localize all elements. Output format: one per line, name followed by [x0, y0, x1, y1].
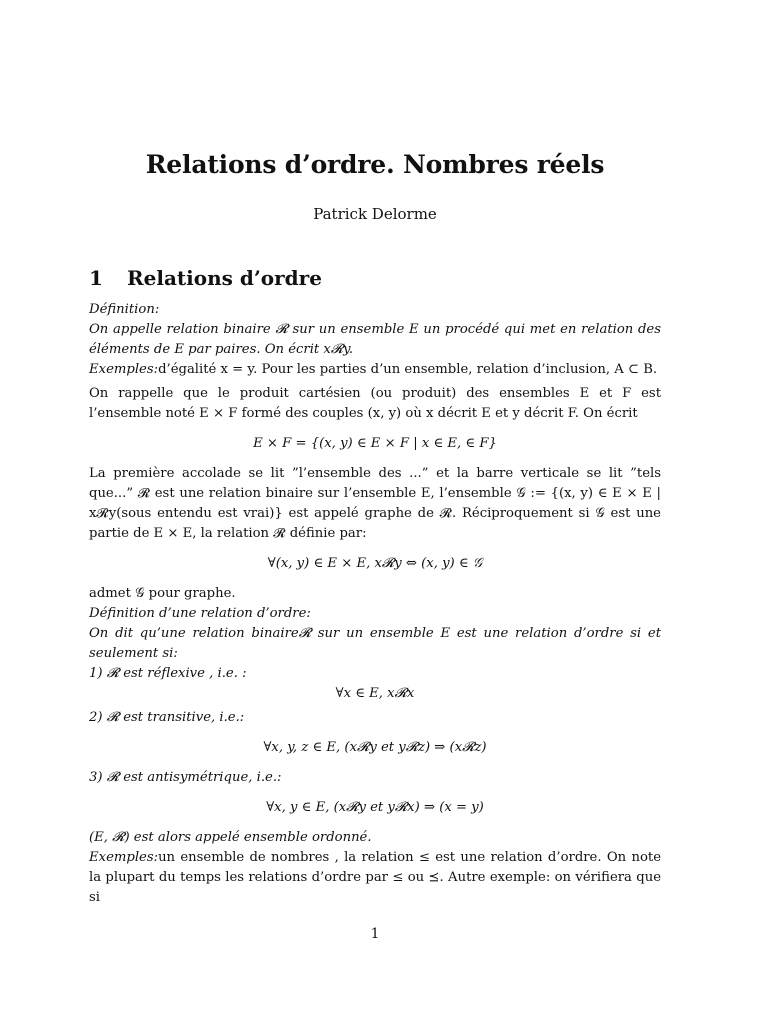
section-number: 1 — [89, 266, 103, 290]
examples-paragraph — [89, 360, 661, 380]
section-title: Relations d’ordre — [127, 266, 322, 290]
definition-label: Définition: — [89, 302, 160, 317]
document-title: Relations d’ordre. Nombres réels — [145, 150, 605, 179]
examples-order-label: Exemples: — [89, 850, 159, 865]
examples-order-paragraph — [89, 848, 661, 908]
property-transitive: 2) 𝓡 est transitive, i.e.: — [89, 710, 245, 725]
cartesian-product-paragraph: On rappelle que le produit cartésien (ou produit) des ensembles E et F est l’ensemble noté E × F formé des couples (x, y) où x décrit E et y décrit F. On écrit — [89, 386, 661, 421]
equation-antisymmetric: ∀x, y ∈ E, (x𝓡y et y𝓡x) ⇒ (x = y) — [266, 800, 484, 815]
order-definition-text: On dit qu’une relation binaire𝓡 sur un ensemble E est une relation d’ordre si et seulement si: — [89, 626, 661, 661]
admet-graph-text: admet 𝒢 pour graphe. — [89, 586, 236, 601]
order-definition-label: Définition d’une relation d’ordre: — [89, 606, 311, 621]
examples-order-text: un ensemble de nombres , la relation ≤ est une relation d’ordre. On note la plupart du temps les relations d’ordre par ≤ ou ⪯. Autre exemple: on vérifiera que si — [89, 850, 661, 905]
examples-text: d’égalité x = y. Pour les parties d’un ensemble, relation d’inclusion, A ⊂ B. — [158, 362, 658, 377]
ordered-set-text: (E, 𝓡) est alors appelé ensemble ordonné. — [89, 830, 372, 845]
property-antisymmetric: 3) 𝓡 est antisymétrique, i.e.: — [89, 770, 282, 785]
definition-text: On appelle relation binaire 𝓡 sur un ensemble E un procédé qui met en relation des éléments de E par paires. On écrit x𝓡y. — [89, 322, 661, 357]
examples-label: Exemples: — [89, 362, 159, 377]
property-reflexive: 1) 𝓡 est réflexive , i.e. : — [89, 666, 247, 681]
equation-reflexive: ∀x ∈ E, x𝓡x — [335, 686, 415, 701]
document-body — [89, 300, 661, 908]
page-number: 1 — [370, 926, 380, 942]
equation-graph: ∀(x, y) ∈ E × E, x𝓡y ⇔ (x, y) ∈ 𝒢 — [267, 556, 483, 571]
section-heading — [89, 266, 322, 290]
document-author: Patrick Delorme — [313, 205, 437, 223]
document-page — [89, 0, 661, 1024]
graph-paragraph: La première accolade se lit ”l’ensemble des ...” et la barre verticale se lit ”tels que...” 𝓡 est une relation binaire sur l’ensemble E, l’ensemble 𝒢 := {(x, y) ∈ E × E | x𝓡y(sous entendu est vrai)} est appelé graphe de 𝓡. Réciproquement si 𝒢 est une partie de E × E, la relation 𝓡 définie par: — [89, 466, 661, 541]
equation-cartesian-product: E × F = {(x, y) ∈ E × F | x ∈ E, ∈ F} — [253, 436, 497, 451]
equation-transitive: ∀x, y, z ∈ E, (x𝓡y et y𝓡z) ⇒ (x𝓡z) — [263, 740, 487, 755]
